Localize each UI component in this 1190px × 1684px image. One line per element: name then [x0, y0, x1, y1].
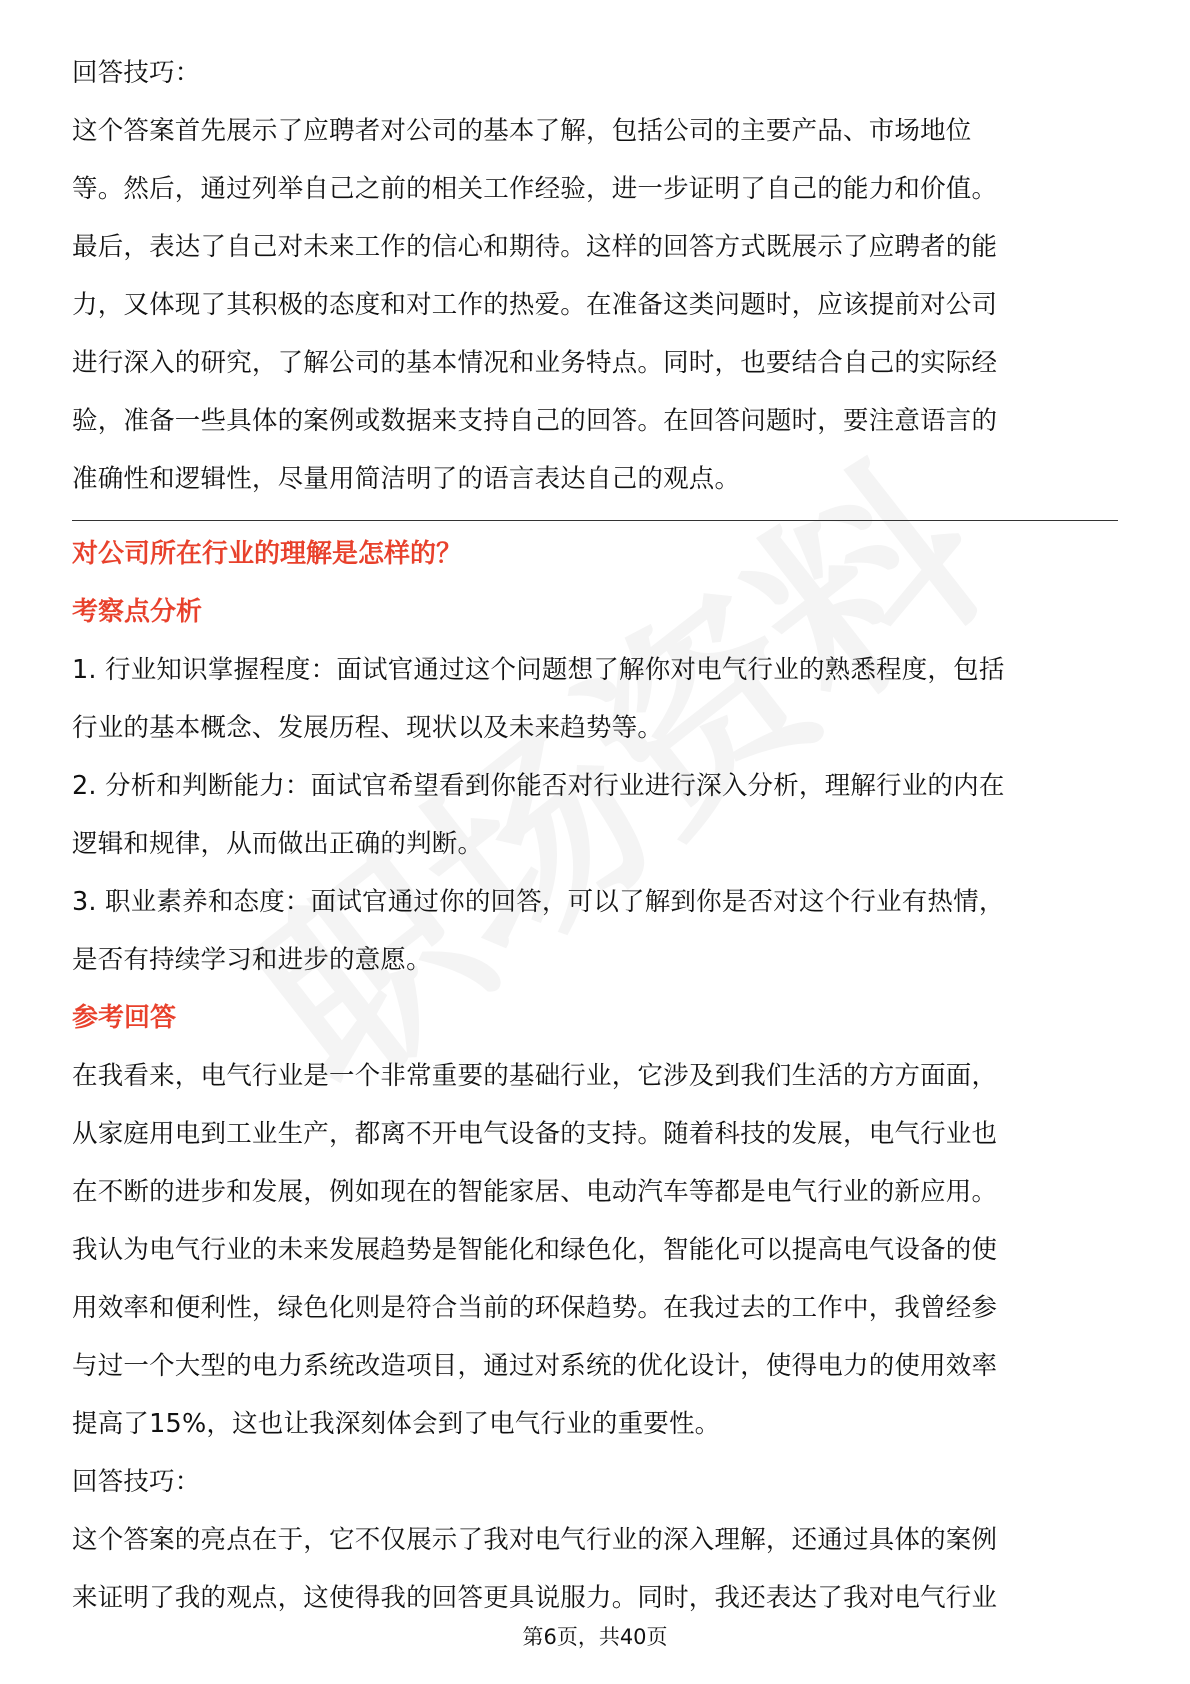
analysis-heading: 考察点分析 [72, 597, 203, 627]
answer-heading: 参考回答 [72, 1003, 177, 1033]
document-page [72, 44, 1118, 1627]
analysis-list [72, 641, 1118, 989]
section-1 [72, 44, 1118, 508]
analysis-line: 3. 职业素养和态度：面试官通过你的回答，可以了解到你是否对这个行业有热情， [72, 887, 1005, 917]
question-heading: 对公司所在行业的理解是怎样的？ [72, 539, 463, 569]
answer-line: 我认为电气行业的未来发展趋势是智能化和绿色化，智能化可以提高电气设备的使 [72, 1235, 998, 1265]
paragraph-line: 来证明了我的观点，这使得我的回答更具说服力。同时，我还表达了我对电气行业 [72, 1583, 998, 1613]
analysis-line: 2. 分析和判断能力：面试官希望看到你能否对行业进行深入分析，理解行业的内在 [72, 771, 1005, 801]
page-number: 第6页，共40页 [522, 1625, 668, 1649]
paragraph-line: 进行深入的研究，了解公司的基本情况和业务特点。同时，也要结合自己的实际经 [72, 348, 998, 378]
answer-line: 在我看来，电气行业是一个非常重要的基础行业，它涉及到我们生活的方方面面， [72, 1061, 998, 1091]
answer-line: 用效率和便利性，绿色化则是符合当前的环保趋势。在我过去的工作中，我曾经参 [72, 1293, 998, 1323]
section-2 [72, 525, 1118, 1627]
answer-line: 与过一个大型的电力系统改造项目，通过对系统的优化设计，使得电力的使用效率 [72, 1351, 998, 1381]
paragraph-line: 这个答案的亮点在于，它不仅展示了我对电气行业的深入理解，还通过具体的案例 [72, 1525, 998, 1555]
analysis-line: 行业的基本概念、发展历程、现状以及未来趋势等。 [72, 713, 664, 743]
answer-line: 从家庭用电到工业生产，都离不开电气设备的支持。随着科技的发展，电气行业也 [72, 1119, 998, 1149]
tip-label: 回答技巧： [72, 1467, 201, 1497]
answer-line: 提高了15%，这也让我深刻体会到了电气行业的重要性。 [72, 1409, 721, 1439]
paragraph-line: 准确性和逻辑性，尽量用简洁明了的语言表达自己的观点。 [72, 464, 741, 494]
tip-paragraph [72, 1511, 1118, 1627]
paragraph-line: 力，又体现了其积极的态度和对工作的热爱。在准备这类问题时，应该提前对公司 [72, 290, 998, 320]
paragraph-line: 最后，表达了自己对未来工作的信心和期待。这样的回答方式既展示了应聘者的能 [72, 232, 998, 262]
tip-paragraph [72, 102, 1118, 508]
paragraph-line: 等。然后，通过列举自己之前的相关工作经验，进一步证明了自己的能力和价值。 [72, 174, 998, 204]
tip-label: 回答技巧： [72, 58, 201, 88]
answer-line: 在不断的进步和发展，例如现在的智能家居、电动汽车等都是电气行业的新应用。 [72, 1177, 998, 1207]
paragraph-line: 验，准备一些具体的案例或数据来支持自己的回答。在回答问题时，要注意语言的 [72, 406, 998, 436]
analysis-line: 逻辑和规律，从而做出正确的判断。 [72, 829, 484, 859]
analysis-line: 是否有持续学习和进步的意愿。 [72, 945, 432, 975]
answer-paragraph [72, 1047, 1118, 1453]
section-divider [72, 520, 1118, 521]
paragraph-line: 这个答案首先展示了应聘者对公司的基本了解，包括公司的主要产品、市场地位 [72, 116, 972, 146]
analysis-line: 1. 行业知识掌握程度：面试官通过这个问题想了解你对电气行业的熟悉程度，包括 [72, 655, 1005, 685]
